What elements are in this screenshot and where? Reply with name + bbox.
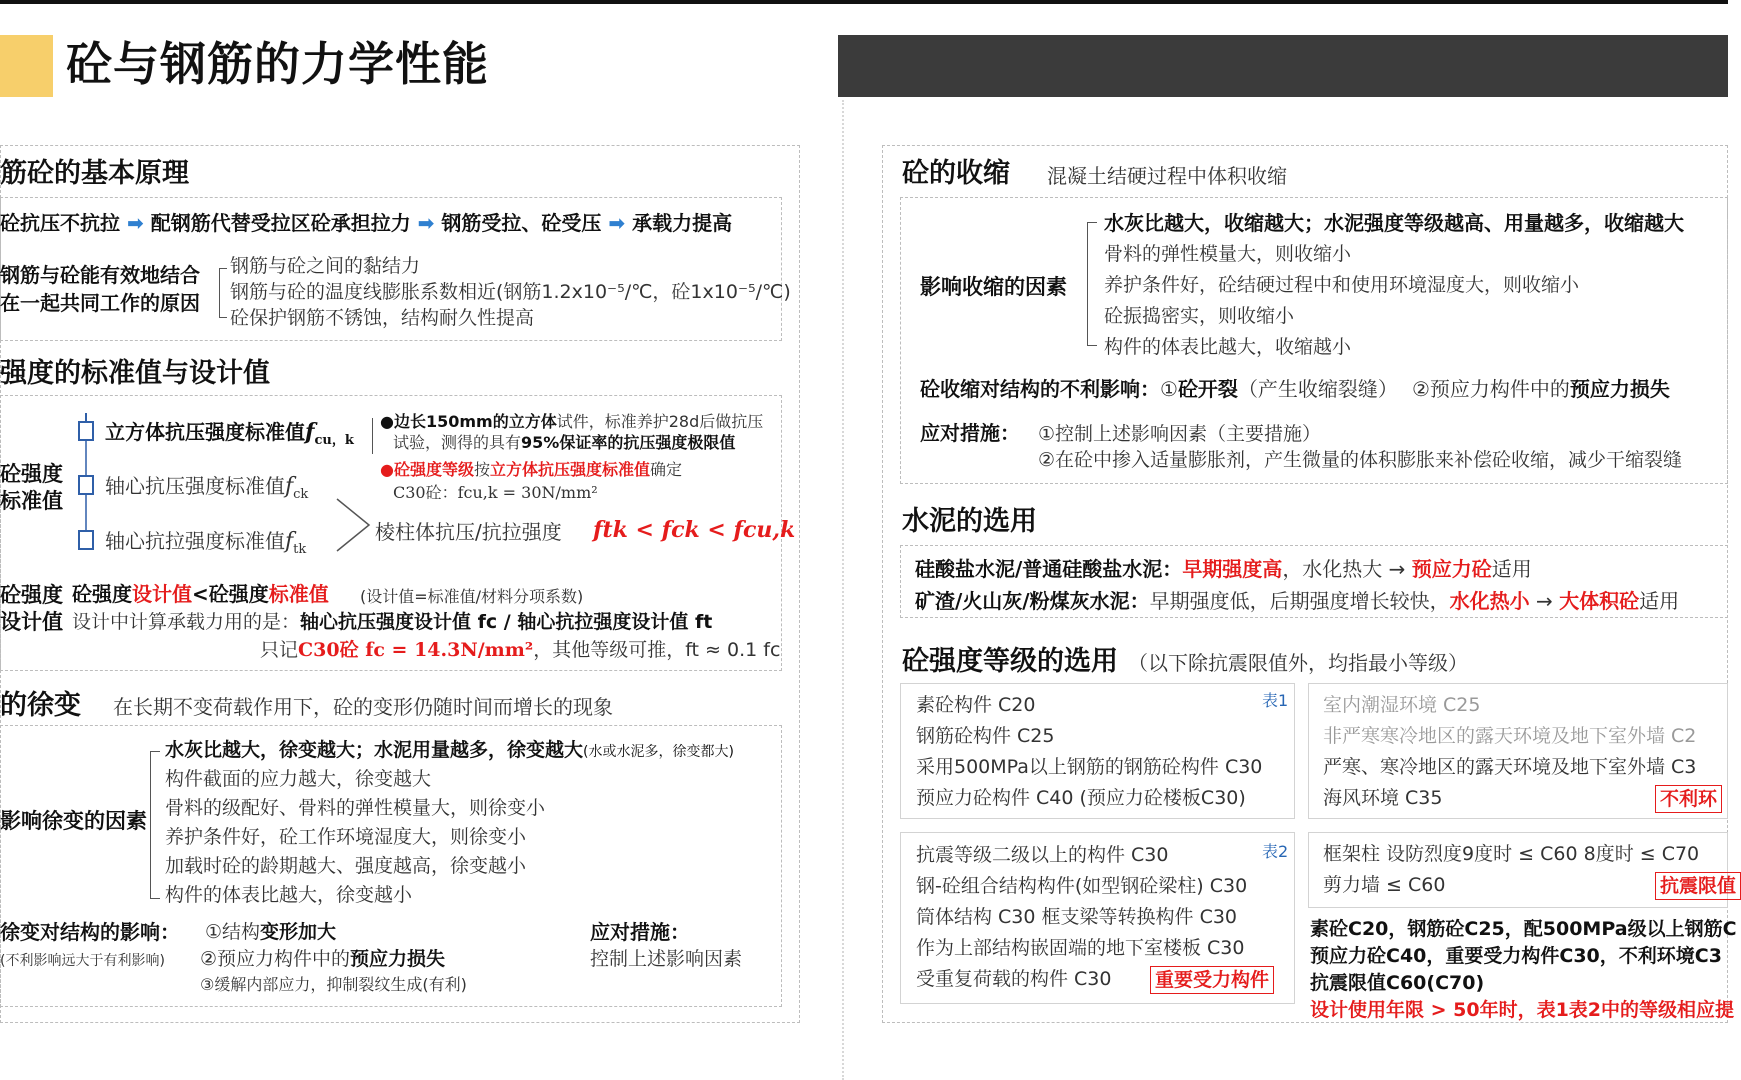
page-title: 砼与钢筋的力学性能 [66,37,489,91]
shrinkage-measure-label: 应对措施： [920,421,1020,445]
table-1-row: 钢筋砼构件 C25 [916,725,1055,747]
environment-row: 室内潮湿环境 C25 [1323,694,1481,716]
design-calc-note: 设计中计算承载力用的是：轴心抗压强度设计值 fc / 轴心抗拉强度设计值 ft [72,611,713,633]
seismic-row: 剪力墙 ≤ C60 [1323,874,1446,896]
reason-label-line-2: 在一起共同工作的原因 [0,291,200,315]
reason-3: 砼保护钢筋不锈蚀，结构耐久性提高 [230,307,535,329]
shrinkage-heading: 砼的收缩 [902,158,1010,189]
creep-factor-brace [150,751,160,899]
note-3: C30砼：fcu,k = 30N/mm² [393,483,598,502]
axial-compressive-strength: 轴心抗压强度标准值$f_{ck}$ [105,474,309,502]
cement-heading: 水泥的选用 [902,506,1037,537]
creep-factor-5: 加载时砼的龄期越大、强度越高，徐变越小 [165,855,527,877]
environment-row: 严寒、寒冷地区的露天环境及地下室外墙 C3 [1323,756,1697,778]
creep-factor-2: 构件截面的应力越大，徐变越大 [165,768,432,790]
creep-heading: 的徐变 [0,690,81,721]
flow-arrow-icon: ➡ [417,211,435,235]
tree-node-icon [78,475,94,495]
important-member-badge: 重要受力构件 [1150,966,1274,994]
prism-strength: 棱柱体抗压/抗拉强度 [375,520,562,544]
flow-step-1: 砼抗压不抗拉 [0,211,120,235]
environment-row: 海风环境 C35 [1323,787,1443,809]
shrinkage-factor-label: 影响收缩的因素 [920,275,1067,299]
creep-subtitle: 在长期不变荷载作用下，砼的变形仍随时间而增长的现象 [113,695,613,719]
seismic-limit-badge: 抗震限值 [1655,872,1741,900]
shrinkage-measure-2: ②在砼中掺入适量膨胀剂，产生微量的体积膨胀来补偿砼收缩，减少干缩裂缝 [1038,449,1683,471]
table-2-tag: 表2 [1262,842,1289,861]
tree-node-icon [78,530,94,550]
flow-step-4: 承载力提高 [632,211,733,235]
reason-2: 钢筋与砼的温度线膨胀系数相近(钢筋1.2x10⁻⁵/℃，砼1x10⁻⁵/℃) [230,281,791,303]
des-label-line-1: 砼强度 [0,583,63,607]
flow-step-3: 钢筋受拉、砼受压 [441,211,602,235]
principle-flow [0,210,732,236]
creep-factor-6: 构件的体表比越大，徐变越小 [165,884,413,906]
axial-tensile-strength: 轴心抗拉强度标准值$f_{tk}$ [105,529,307,557]
table-2-row: 作为上部结构嵌固端的地下室楼板 C30 [916,937,1245,959]
shrinkage-factor-1: 水灰比越大，收缩越大；水泥强度等级越高、用量越多，收缩越大 [1104,211,1684,235]
grade-heading: 砼强度等级的选用 [902,646,1118,677]
shrinkage-effects: 砼收缩对结构的不利影响：①砼开裂（产生收缩裂缝） ②预应力构件中的预应力损失 [920,377,1670,401]
right-header-bar [838,35,1728,97]
creep-factor-3: 骨料的级配好、骨料的弹性模量大，则徐变小 [165,797,546,819]
table-2-row: 受重复荷载的构件 C30 [916,968,1112,990]
table-2-row: 抗震等级二级以上的构件 C30 [916,844,1169,866]
shrinkage-factor-3: 养护条件好，砼结硬过程中和使用环境湿度大，则收缩小 [1104,274,1580,296]
design-value-note: (设计值=标准值/材料分项系数) [360,587,584,606]
reason-brace [219,268,227,318]
reason-label-line-1: 钢筋与砼能有效地结合 [0,263,200,287]
cement-line-1: 硅酸盐水泥/普通硅酸盐水泥：早期强度高，水化热大 → 预应力砼适用 [915,557,1532,581]
strength-compare: ftk < fck < fcu,k [593,517,796,543]
cement-line-2: 矿渣/火山灰/粉煤灰水泥：早期强度低，后期强度增长较快，水化热小 → 大体积砼适用 [915,589,1680,613]
creep-effect-3: ③缓解内部应力，抑制裂纹生成(有利) [200,975,467,994]
creep-measure-label: 应对措施： [590,920,690,944]
std-label-line-1: 砼强度 [0,462,63,486]
top-border [0,0,1728,4]
creep-factor-label: 影响徐变的因素 [0,809,147,833]
title-accent-block [0,35,53,97]
std-label-line-2: 标准值 [0,489,63,513]
note-bracket [372,418,380,454]
note-1-line-b: 试验，测得的具有95%保证率的抗压强度极限值 [393,433,736,452]
shrinkage-factor-4: 砼振捣密实，则收缩小 [1104,305,1295,327]
creep-effect-label: 徐变对结构的影响： [0,920,180,944]
strength-heading: 强度的标准值与设计值 [0,358,270,389]
design-value-compare: 砼强度设计值<砼强度标准值 [72,582,329,606]
summary-line-4: 设计使用年限 > 50年时，表1表2中的等级相应提 [1310,999,1735,1021]
environment-row: 非严寒寒冷地区的露天环境及地下室外墙 C2 [1323,725,1697,747]
table-1-row: 素砼构件 C20 [916,694,1036,716]
creep-factor-4: 养护条件好，砼工作环境湿度大，则徐变小 [165,826,527,848]
c30-note: 只记C30砼 fc = 14.3N/mm²，其他等级可推，ft ≈ 0.1 fc [260,639,781,661]
unfavorable-env-badge: 不利环 [1655,785,1722,813]
shrinkage-factor-brace [1087,222,1097,346]
tree-node-icon [78,421,94,441]
note-1-line-a: ●边长150mm的立方体试件，标准养护28d后做抗压 [380,412,764,431]
summary-line-2: 预应力砼C40，重要受力构件C30，不利环境C3 [1310,945,1722,967]
creep-measure: 控制上述影响因素 [590,948,743,970]
shrinkage-measure-1: ①控制上述影响因素（主要措施） [1038,423,1322,445]
page-divider [842,100,844,1080]
table-1-row: 预应力砼构件 C40 (预应力砼楼板C30) [916,787,1246,809]
grade-note: （以下除抗震限值外，均指最小等级） [1128,651,1468,675]
shrinkage-factor-2: 骨料的弹性模量大，则收缩小 [1104,243,1352,265]
flow-arrow-icon: ➡ [608,211,626,235]
reason-1: 钢筋与砼之间的黏结力 [230,255,421,277]
seismic-row: 框架柱 设防烈度9度时 ≤ C60 8度时 ≤ C70 [1323,843,1700,865]
table-1-row: 采用500MPa以上钢筋的钢筋砼构件 C30 [916,756,1263,778]
cube-strength: 立方体抗压强度标准值$f_{cu,k}$ [105,419,354,448]
shrinkage-factor-5: 构件的体表比越大，收缩越小 [1104,336,1352,358]
table-1-tag: 表1 [1262,691,1289,710]
prism-bracket [335,495,375,555]
summary-line-1: 素砼C20，钢筋砼C25，配500MPa级以上钢筋C [1310,918,1737,940]
note-2: ●砼强度等级按立方体抗压强度标准值确定 [380,460,683,479]
creep-effect-2: ②预应力构件中的预应力损失 [200,948,446,970]
flow-step-2: 配钢筋代替受拉区砼承担拉力 [150,211,411,235]
creep-effect-note: (不利影响远大于有利影响) [0,953,165,969]
creep-factor-1: 水灰比越大，徐变越大；水泥用量越多，徐变越大(水或水泥多，徐变都大) [165,739,734,761]
shrinkage-subtitle: 混凝土结硬过程中体积收缩 [1047,164,1287,188]
summary-line-3: 抗震限值C60(C70) [1310,972,1485,994]
creep-effect-1: ①结构变形加大 [205,921,337,943]
table-2-row: 筒体结构 C30 框支梁等转换构件 C30 [916,906,1238,928]
principle-heading: 筋砼的基本原理 [0,158,189,189]
table-2-row: 钢-砼组合结构构件(如型钢砼梁柱) C30 [916,875,1248,897]
flow-arrow-icon: ➡ [126,211,144,235]
des-label-line-2: 设计值 [0,610,63,634]
